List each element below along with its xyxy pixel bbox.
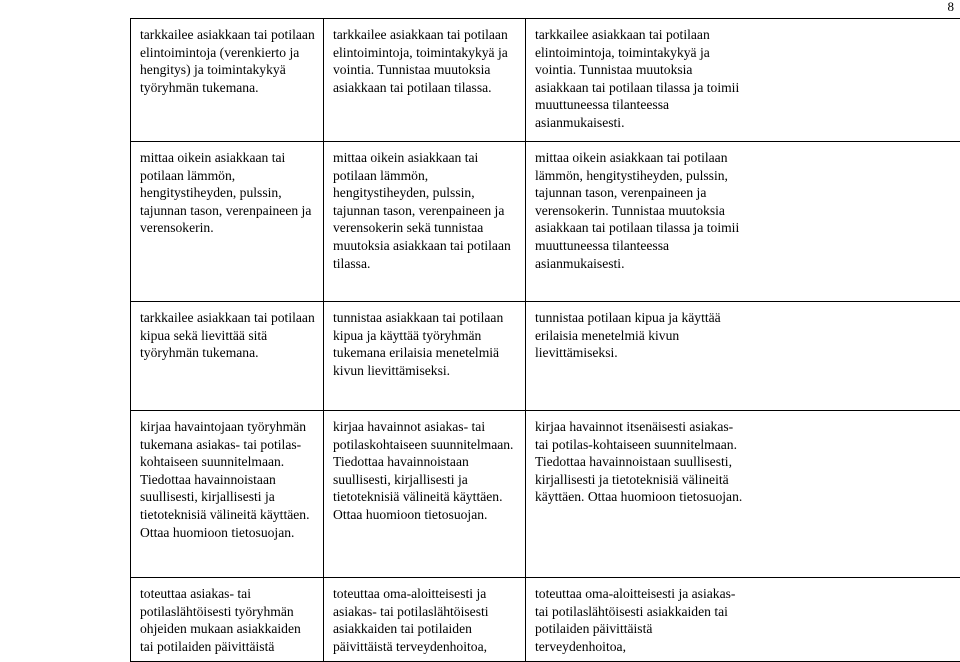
table-cell-satisfactory [131,302,324,411]
cell-text: toteuttaa oma-aloitteisesti ja asiakas- tai potilaslähtöisesti asiakkaiden tai potilaiden päivittäistä terveydenhoitoa, [333,585,517,655]
table-cell-good [324,578,526,662]
cell-text: toteuttaa asiakas- tai potilaslähtöisesti työryhmän ohjeiden mukaan asiakkaiden tai potilaiden päivittäistä [140,585,315,655]
table-row [131,302,960,411]
cell-text: tarkkailee asiakkaan tai potilaan elintoimintoja, toimintakykyä ja vointia. Tunnistaa muutoksia asiakkaan tai potilaan tilassa. [333,26,517,96]
table-cell-good [324,19,526,142]
cell-text: kirjaa havainnot asiakas- tai potilaskohtaiseen suunnitelmaan. Tiedottaa havainnoistaan suullisesti, kirjallisesti ja tietoteknisiä välineitä käyttäen. Ottaa huomioon tietosuojan. [333,418,517,524]
table-row [131,411,960,578]
table-cell-satisfactory [131,578,324,662]
table-cell-excellent [526,302,960,411]
cell-text: mittaa oikein asiakkaan tai potilaan lämmön, hengitystiheyden, pulssin, tajunnan tason, verenpaineen ja verensokerin sekä tunnistaa muutoksia asiakkaan tai potilaan tilassa. [333,149,517,272]
table-cell-excellent [526,142,960,302]
assessment-criteria-table [130,18,960,662]
cell-text: tunnistaa potilaan kipua ja käyttää erilaisia menetelmiä kivun lievittämiseksi. [535,309,743,362]
cell-text: tarkkailee asiakkaan tai potilaan kipua sekä lievittää sitä työryhmän tukemana. [140,309,315,362]
table-row [131,19,960,142]
cell-text: tarkkailee asiakkaan tai potilaan elintoimintoja, toimintakykyä ja vointia. Tunnistaa muutoksia asiakkaan tai potilaan tilassa ja toimii muuttuneessa tilanteessa asianmukaisesti. [535,26,743,132]
table-cell-satisfactory [131,411,324,578]
page-number: 8 [948,0,955,14]
table-cell-satisfactory [131,19,324,142]
cell-text: tarkkailee asiakkaan tai potilaan elintoimintoja (verenkierto ja hengitys) ja toimintakykyä työryhmän tukemana. [140,26,315,96]
cell-text: tunnistaa asiakkaan tai potilaan kipua ja käyttää työryhmän tukemana erilaisia menetelmiä kivun lievittämiseksi. [333,309,517,379]
table-cell-good [324,142,526,302]
table-cell-excellent [526,19,960,142]
cell-text: mittaa oikein asiakkaan tai potilaan lämmön, hengitystiheyden, pulssin, tajunnan tason, verenpaineen ja verensokerin. Tunnistaa muutoksia asiakkaan tai potilaan tilassa ja toimii muuttuneessa tilanteessa asianmukaisesti. [535,149,743,272]
table-row [131,578,960,662]
cell-text: kirjaa havainnot itsenäisesti asiakas- tai potilas-kohtaiseen suunnitelmaan. Tiedottaa havainnoistaan suullisesti, kirjallisesti ja tietoteknisiä välineitä käyttäen. Ottaa huomioon tietosuojan. [535,418,743,506]
table-cell-excellent [526,411,960,578]
cell-text: toteuttaa oma-aloitteisesti ja asiakas- tai potilaslähtöisesti asiakkaiden tai potilaiden päivittäistä terveydenhoitoa, [535,585,743,655]
table-cell-excellent [526,578,960,662]
table-cell-good [324,411,526,578]
table-cell-good [324,302,526,411]
table-cell-satisfactory [131,142,324,302]
cell-text: mittaa oikein asiakkaan tai potilaan lämmön, hengitystiheyden, pulssin, tajunnan tason, verenpaineen ja verensokerin. [140,149,315,237]
table-row [131,142,960,302]
cell-text: kirjaa havaintojaan työryhmän tukemana asiakas- tai potilas-kohtaiseen suunnitelmaan. Tiedottaa havainnoistaan suullisesti, kirjallisesti ja tietoteknisiä välineitä käyttäen. Ottaa huomioon tietosuojan. [140,418,315,541]
